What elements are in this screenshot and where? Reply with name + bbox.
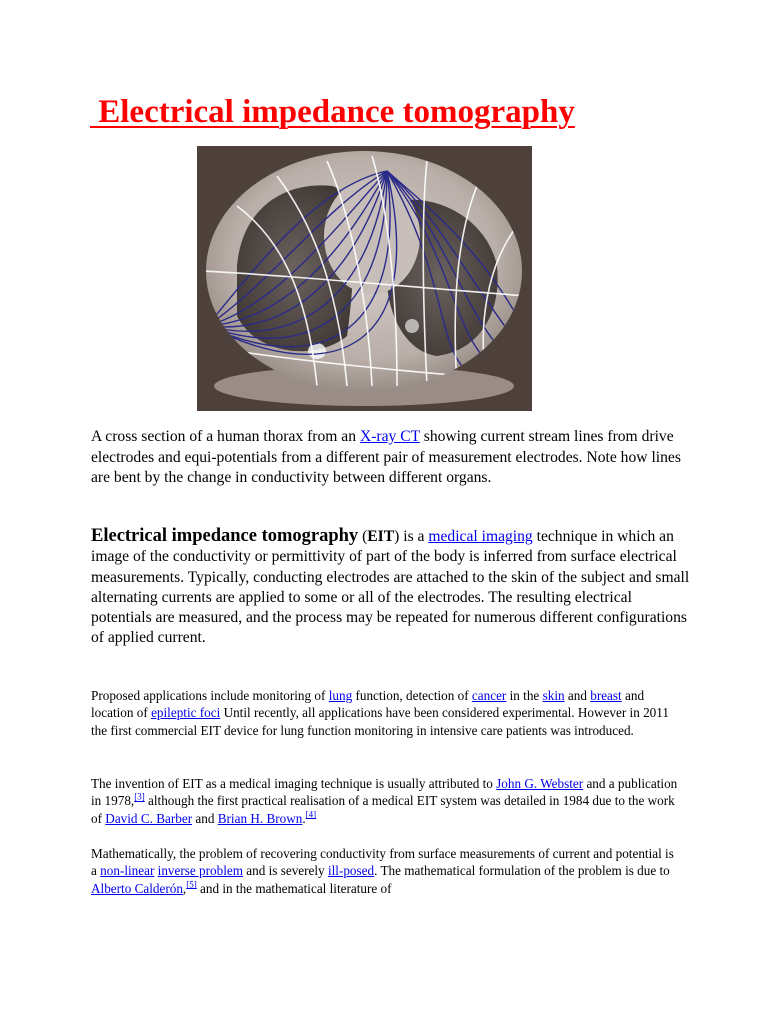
figure-caption: A cross section of a human thorax from an X-ray CT showing current stream lines from drive electrodes and equi-potentials from a different pair of measurement electrodes. Note how lines are bent by the change in conductivity between different organs. [91, 428, 681, 486]
citation-3[interactable]: [3] [134, 792, 145, 803]
link-ill-posed[interactable]: ill-posed [327, 863, 375, 879]
link-john-g-webster[interactable]: John G. Webster [496, 776, 584, 791]
citation-4[interactable]: [4] [305, 809, 317, 820]
invention-paragraph: The invention of EIT as a medical imaging technique is usually attributed to John G. Webster and a publication in 1978,[3] although the first practical realisation of a medical EIT system was detailed in 1984 due to the work of David C. Barber and Brian H. Brown.[4] [91, 776, 678, 826]
link-alberto-calderon[interactable]: Alberto Calderón [91, 880, 183, 896]
page-title: Electrical impedance tomography [90, 94, 575, 130]
citation-5[interactable]: [5] [186, 879, 197, 890]
link-epileptic-foci[interactable]: epileptic foci [151, 705, 221, 721]
link-inverse-problem[interactable]: inverse problem [157, 863, 243, 879]
mathematics-paragraph: Mathematically, the problem of recovering conductivity from surface measurements of current and potential is a non-linear inverse problem and is severely ill-posed. The mathematical formulation of the problem is due to Alberto Calderón,[5] and in the mathematical literature of [91, 846, 674, 896]
link-non-linear[interactable]: non-linear [100, 863, 155, 879]
lead-term: Electrical impedance tomography [91, 526, 359, 546]
eit-figure-graphic [197, 146, 532, 411]
link-medical-imaging[interactable]: medical imaging [428, 528, 533, 545]
link-cancer[interactable]: cancer [471, 688, 507, 703]
link-x-ray-ct[interactable]: X-ray CT [359, 428, 420, 445]
applications-paragraph: Proposed applications include monitoring of lung function, detection of cancer in the skin and breast and location of epileptic foci Until recently, all applications have been considered experimental. However in 2011 the first commercial EIT device for lung function monitoring in intensive care patients was introduced. [91, 688, 669, 738]
link-lung[interactable]: lung [328, 688, 353, 703]
link-brian-h-brown[interactable]: Brian H. Brown [217, 810, 303, 826]
eit-abbrev: EIT [367, 528, 395, 545]
link-skin[interactable]: skin [542, 688, 565, 703]
eit-thorax-figure [197, 146, 532, 411]
link-david-c-barber[interactable]: David C. Barber [105, 810, 193, 826]
intro-paragraph: Electrical impedance tomography (EIT) is a medical imaging technique in which an image of the conductivity or permittivity of part of the body is inferred from surface electrical measurements. Typically, conducting electrodes are attached to the skin of the subject and small alternating currents are applied to some or all of the electrodes. The resulting electrical potentials are measured, and the process may be repeated for numerous different configurations of applied current. [91, 526, 690, 647]
link-breast[interactable]: breast [590, 688, 622, 703]
